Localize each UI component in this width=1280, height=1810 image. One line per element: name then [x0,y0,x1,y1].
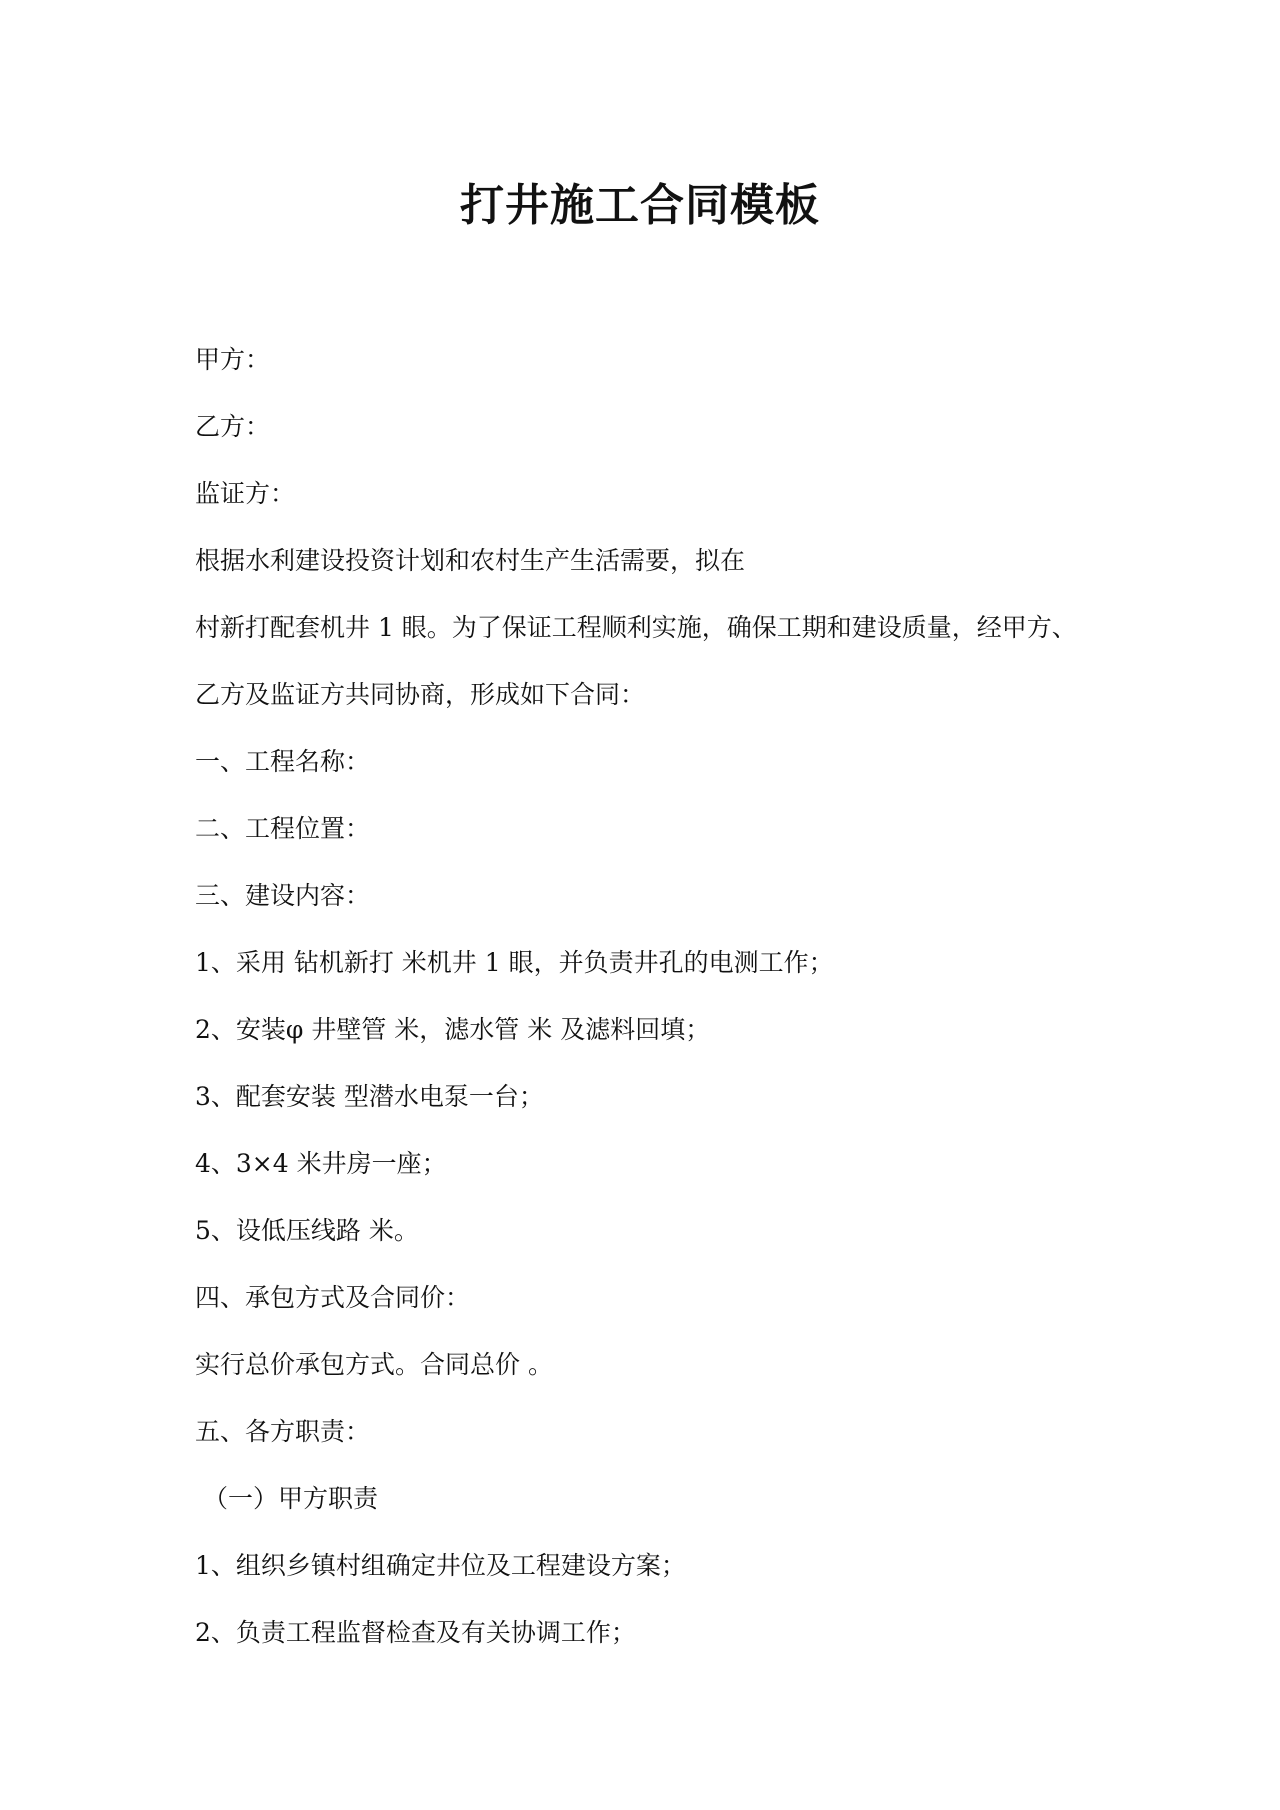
paragraph-line: 根据水利建设投资计划和农村生产生活需要，拟在 [195,546,746,575]
list-item: 1、组织乡镇村组确定井位及工程建设方案； [195,1551,686,1580]
paragraph-line: 实行总价承包方式。合同总价 。 [195,1350,553,1379]
list-item: 1、采用 钻机新打 米机井 1 眼，并负责井孔的电测工作； [195,948,834,977]
list-item: 4、3×4 米井房一座； [195,1149,447,1178]
section-heading: 五、各方职责： [195,1417,371,1446]
witness-party-line: 监证方： [195,479,296,508]
document-title: 打井施工合同模板 [460,180,820,231]
subsection-heading: （一）甲方职责 [203,1484,379,1513]
section-heading: 四、承包方式及合同价： [195,1283,471,1312]
list-item: 3、配套安装 型潜水电泵一台； [195,1082,544,1111]
section-heading: 三、建设内容： [195,881,371,910]
section-heading: 二、工程位置： [195,814,371,843]
party-b-line: 乙方： [195,412,271,441]
party-a-line: 甲方： [195,345,271,374]
paragraph-line: 乙方及监证方共同协商，形成如下合同： [195,680,646,709]
list-item: 2、安装φ 井壁管 米，滤水管 米 及滤料回填； [195,1015,711,1044]
document-body [195,340,1115,1680]
paragraph-line: 村新打配套机井 1 眼。为了保证工程顺利实施，确保工期和建设质量，经甲方、 [195,613,1077,642]
section-heading: 一、工程名称： [195,747,371,776]
list-item: 5、设低压线路 米。 [195,1216,419,1245]
list-item: 2、负责工程监督检查及有关协调工作； [195,1618,636,1647]
